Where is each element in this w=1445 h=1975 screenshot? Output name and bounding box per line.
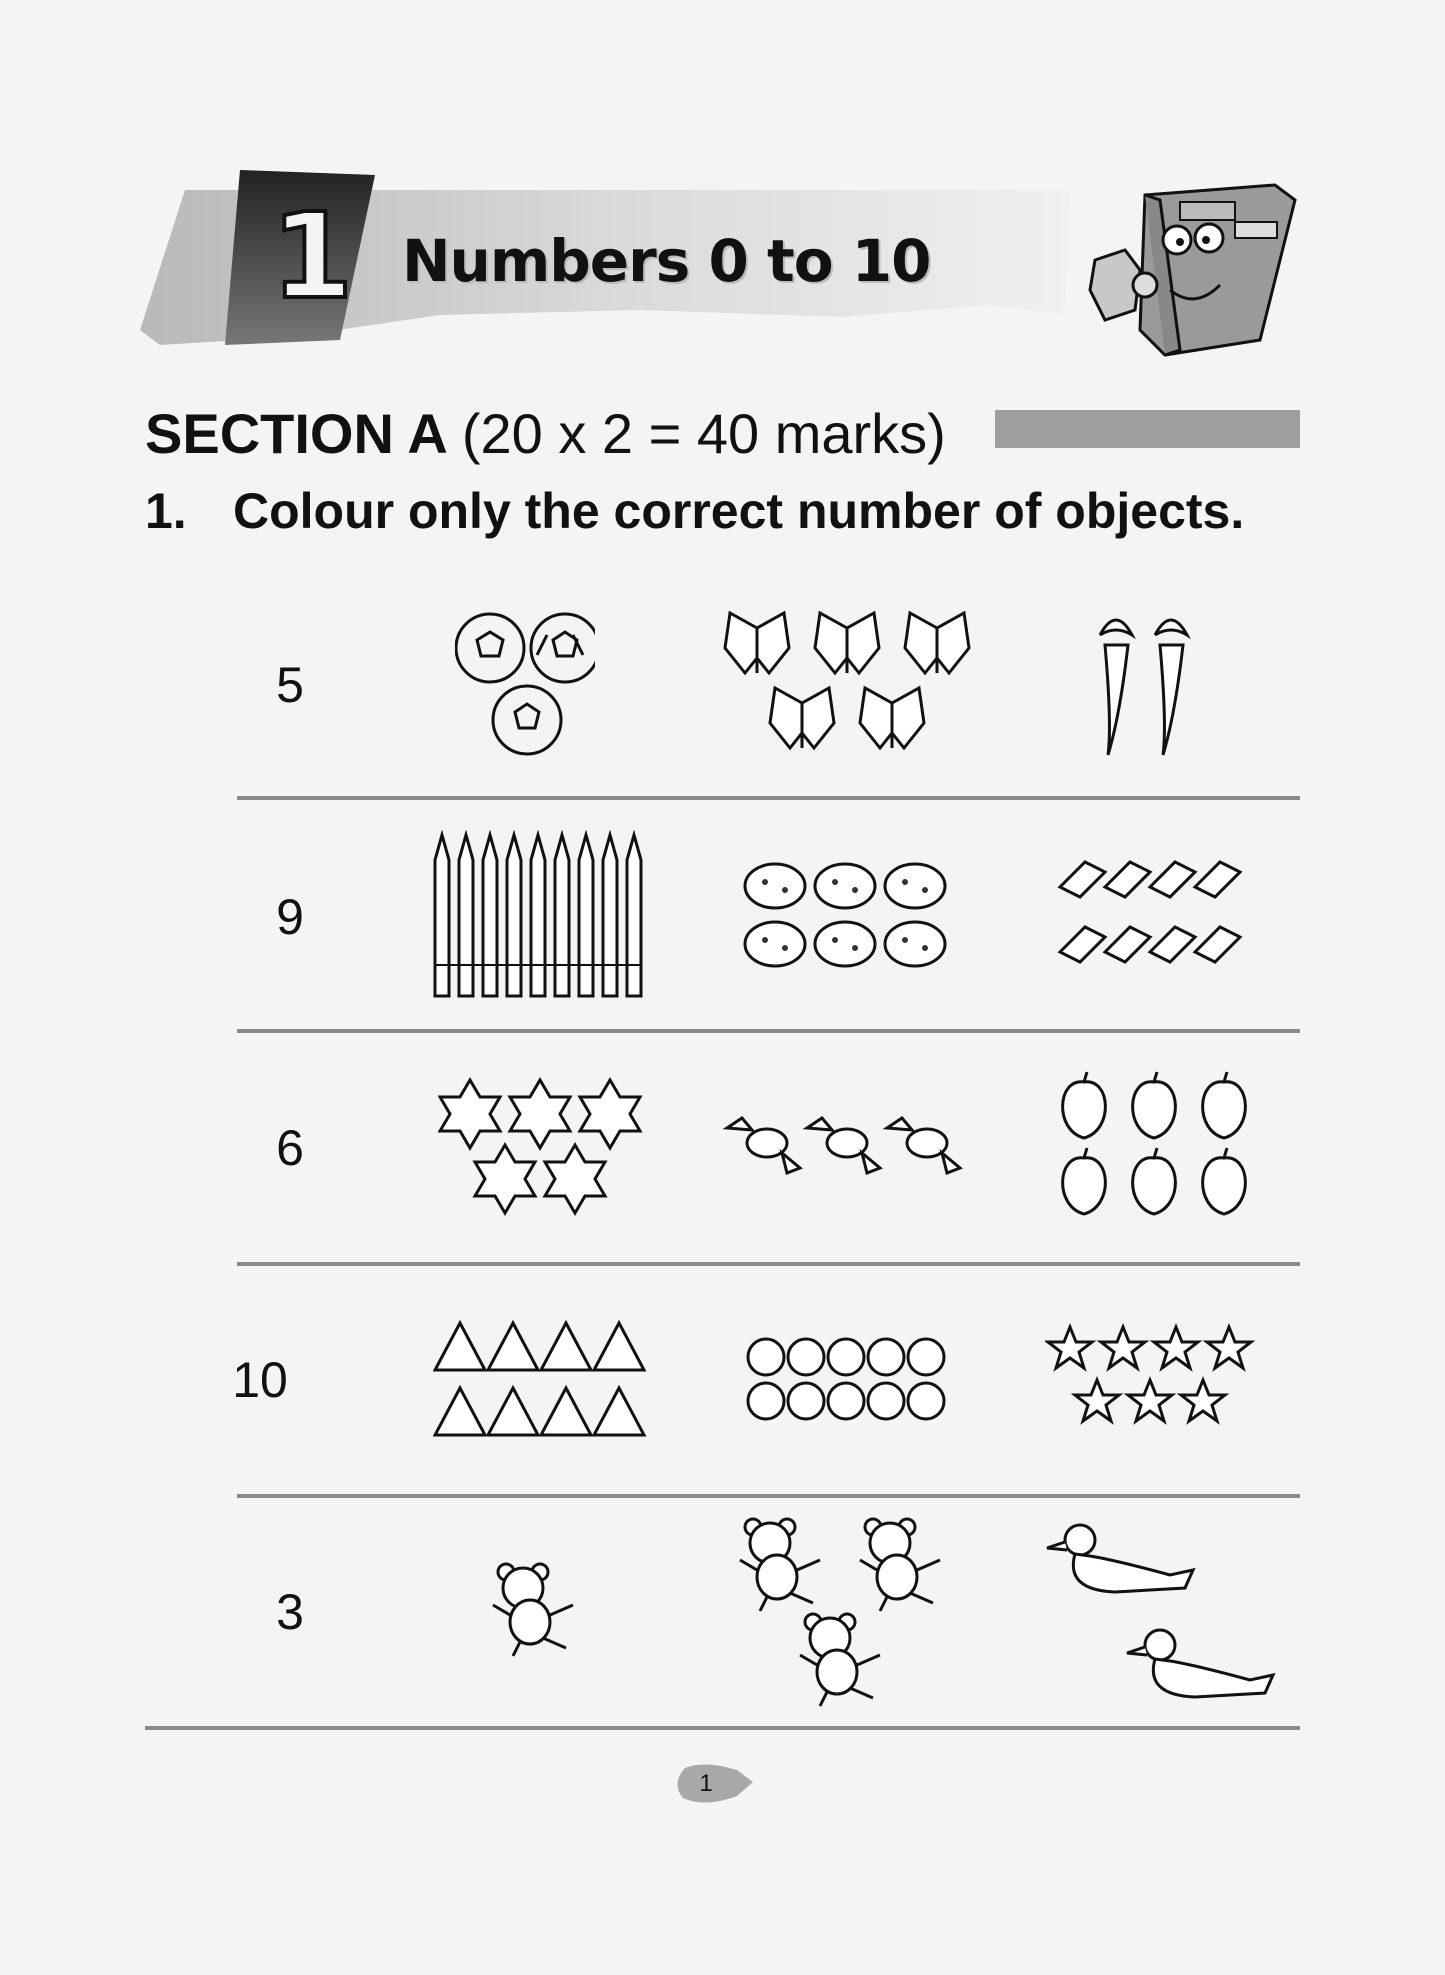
question-text: Colour only the correct number of objects.	[233, 483, 1245, 539]
page-number: 1	[699, 1770, 713, 1797]
chapter-title: Numbers 0 to 10	[402, 227, 931, 295]
row-divider	[237, 1494, 1300, 1498]
section-title: SECTION A	[145, 401, 448, 465]
section-heading	[145, 398, 946, 468]
page-number-badge	[675, 1762, 755, 1806]
biscuit-icon[interactable]	[740, 858, 955, 973]
apple-icon[interactable]	[1052, 1070, 1257, 1225]
hexagram-star-icon[interactable]	[438, 1075, 643, 1220]
duck-icon[interactable]	[1045, 1520, 1280, 1705]
circle-icon[interactable]	[745, 1335, 950, 1425]
question-1	[145, 482, 1244, 540]
question-number: 1.	[145, 483, 187, 539]
section-bar	[995, 410, 1300, 448]
eraser-icon[interactable]	[1055, 852, 1255, 982]
teddy-bear-icon[interactable]	[735, 1515, 955, 1710]
row-divider	[237, 1029, 1300, 1033]
football-icon[interactable]	[455, 610, 595, 760]
star-icon[interactable]	[1045, 1322, 1260, 1432]
row-number: 6	[276, 1120, 304, 1176]
row-number: 10	[232, 1352, 288, 1408]
butterfly-icon[interactable]	[720, 608, 980, 758]
section-marks: (20 x 2 = 40 marks)	[461, 401, 946, 465]
row-divider	[237, 796, 1300, 800]
row-divider	[237, 1262, 1300, 1266]
chapter-banner	[140, 165, 1070, 365]
candy-icon[interactable]	[722, 1108, 972, 1188]
teddy-bear-icon[interactable]	[488, 1560, 588, 1660]
triangle-icon[interactable]	[433, 1318, 648, 1443]
book-mascot-icon	[1085, 170, 1305, 370]
pencil-icon[interactable]	[430, 830, 655, 1002]
carrot-icon[interactable]	[1090, 605, 1210, 765]
chapter-number: 1	[270, 187, 354, 325]
row-divider	[145, 1726, 1300, 1730]
row-number: 9	[276, 889, 304, 945]
row-number: 3	[276, 1584, 304, 1640]
row-number: 5	[276, 657, 304, 713]
